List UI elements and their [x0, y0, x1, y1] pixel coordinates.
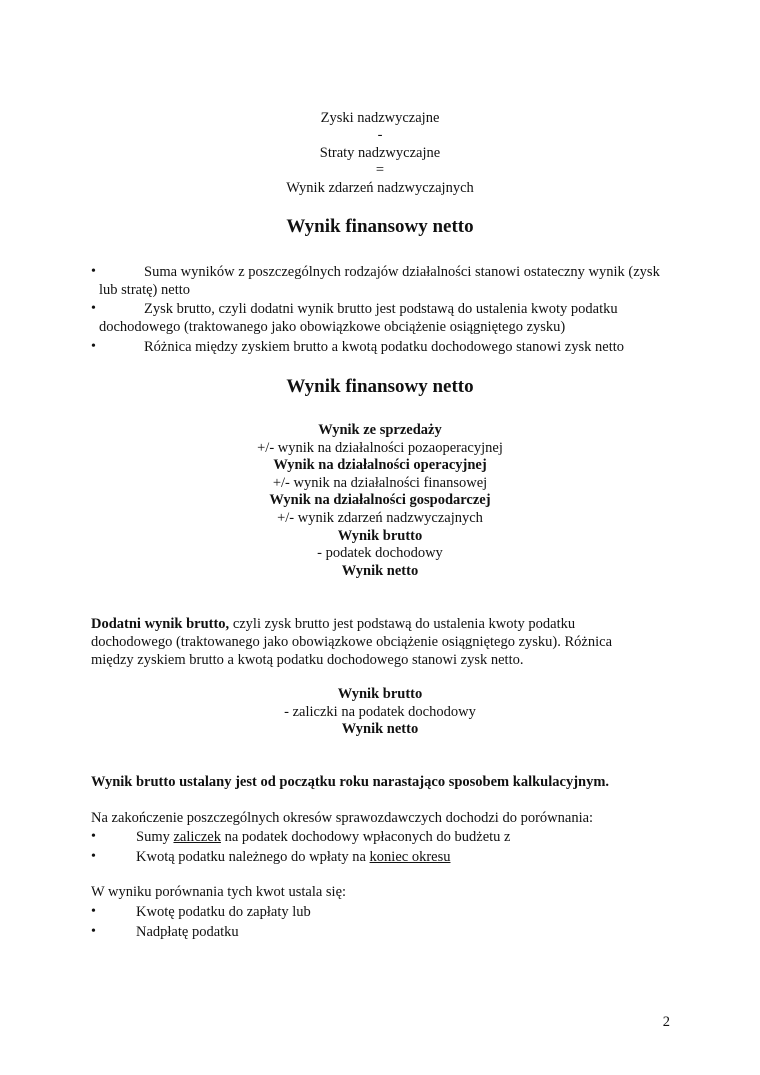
paragraph: Na zakończenie poszczególnych okresów sprawozdawczych dochodzi do porównania:: [91, 810, 594, 826]
bullet-icon: •: [91, 904, 96, 919]
calc-line: Wynik ze sprzedaży: [318, 422, 442, 438]
list-item: [91, 263, 671, 299]
bullet-icon: •: [91, 301, 96, 316]
heading: Wynik finansowy netto: [286, 376, 474, 397]
list-item-text: Nadpłatę podatku: [136, 924, 239, 940]
calc-line: +/- wynik na działalności finansowej: [272, 475, 488, 491]
bullet-icon: •: [91, 849, 96, 864]
text-line: Zyski nadzwyczajne: [320, 110, 440, 126]
paragraph-bold-lead: Dodatni wynik brutto,: [91, 616, 230, 632]
bold-statement: Wynik brutto ustalany jest od początku roku narastająco sposobem kalkulacyjnym.: [91, 774, 610, 790]
page-number: 2: [662, 1014, 670, 1030]
list-item-text: Kwotą podatku należnego do wpłaty na koniec okresu: [136, 849, 451, 865]
list-item-text: Sumy zaliczek na podatek dochodowy wpłaconych do budżetu z: [136, 829, 511, 845]
bullet-icon: •: [91, 339, 96, 354]
calc-line: +/- wynik zdarzeń nadzwyczajnych: [277, 510, 483, 526]
list-item-text: Suma wyników z poszczególnych rodzajów działalności stanowi ostateczny wynik (zysk lub stratę) netto: [99, 264, 660, 298]
link-zaliczek[interactable]: zaliczek: [173, 829, 221, 845]
bullet-icon: •: [91, 829, 96, 844]
calc-line: Wynik na działalności gospodarczej: [269, 492, 491, 508]
text-line: -: [377, 127, 383, 143]
list-item-text: Zysk brutto, czyli dodatni wynik brutto jest podstawą do ustalenia kwoty podatku dochodowego (traktowanego jako obowiązkowe obciążenie osiągniętego zysku): [99, 301, 618, 335]
link-koniec-okresu[interactable]: koniec okresu: [369, 849, 451, 865]
bullet-icon: •: [91, 924, 96, 939]
calc-line: Wynik brutto: [337, 686, 423, 702]
calc-line: Wynik netto: [341, 563, 419, 579]
list-item-text: Różnica między zyskiem brutto a kwotą podatku dochodowego stanowi zysk netto: [144, 339, 625, 355]
bullet-icon: •: [91, 264, 96, 279]
paragraph: W wyniku porównania tych kwot ustala się:: [91, 884, 347, 900]
list-item: [91, 300, 671, 336]
calc-line: +/- wynik na działalności pozaoperacyjnej: [257, 440, 503, 456]
paragraph: [91, 615, 651, 669]
list-item: [91, 338, 671, 356]
heading: Wynik finansowy netto: [286, 216, 474, 237]
list-item-text: Kwotę podatku do zapłaty lub: [136, 904, 311, 920]
calc-line: Wynik netto: [341, 721, 419, 737]
paragraph-text: czyli zysk brutto jest podstawą do ustalenia kwoty podatku dochodowego (traktowanego jako obowiązkowe obciążenie osiągniętego zysku). Różnica między zyskiem brutto a kwotą podatku dochodowego stanowi zysk netto.: [91, 616, 613, 668]
text-line: =: [375, 162, 385, 178]
calc-line: Wynik brutto: [337, 528, 423, 544]
calc-line: Wynik na działalności operacyjnej: [273, 457, 487, 473]
text-line: Wynik zdarzeń nadzwyczajnych: [286, 180, 474, 196]
calc-line: - zaliczki na podatek dochodowy: [284, 704, 476, 720]
calc-line: - podatek dochodowy: [317, 545, 443, 561]
text-line: Straty nadzwyczajne: [319, 145, 441, 161]
